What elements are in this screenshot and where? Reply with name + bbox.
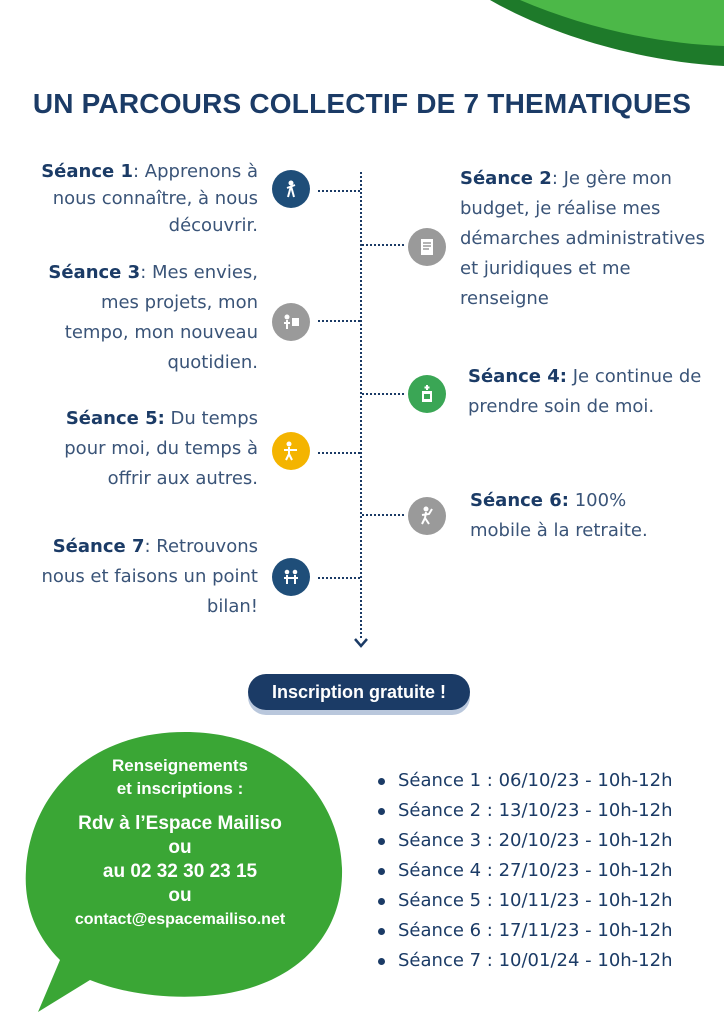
session-3-label: Séance 3 — [48, 262, 141, 283]
connector-1 — [318, 190, 360, 192]
session-5-label: Séance 5: — [65, 408, 165, 429]
session-4 — [468, 362, 708, 422]
page-title: UN PARCOURS COLLECTIF DE 7 THEMATIQUES — [32, 88, 692, 119]
connector-6 — [362, 514, 404, 516]
session-5-text: Du temps pour moi, du temps à offrir aux autres. — [64, 408, 258, 489]
session-6 — [470, 486, 690, 546]
contact-details — [45, 812, 315, 932]
calendar-person-icon — [272, 303, 310, 341]
session-6-text: 100% mobile à la retraite. — [470, 490, 648, 541]
schedule-item-3: Séance 3 : 20/10/23 - 10h-12h — [376, 826, 673, 856]
session-2-label: Séance 2 — [460, 168, 552, 189]
contact-heading — [45, 754, 315, 800]
session-2-text: : Je gère mon budget, je réalise mes démarches administratives et juridiques et me renseigne — [460, 168, 705, 309]
session-6-label: Séance 6: — [470, 490, 569, 511]
volunteer-icon — [272, 432, 310, 470]
session-4-label: Séance 4: — [468, 366, 567, 387]
walking-person-icon — [408, 497, 446, 535]
contact-or-1: ou — [168, 837, 192, 858]
connector-7 — [318, 577, 360, 579]
schedule-item-4: Séance 4 : 27/10/23 - 10h-12h — [376, 856, 673, 886]
schedule-item-1: Séance 1 : 06/10/23 - 10h-12h — [376, 766, 673, 796]
session-1-text: : Apprenons à nous connaître, à nous découvrir. — [52, 161, 258, 236]
session-5 — [40, 404, 258, 494]
schedule-item-2: Séance 2 : 13/10/23 - 10h-12h — [376, 796, 673, 826]
document-icon — [408, 228, 446, 266]
contact-phone: au 02 32 30 23 15 — [102, 861, 258, 882]
connector-4 — [362, 393, 404, 395]
contact-email: contact@espacemailiso.net — [74, 911, 286, 928]
contact-place: Rdv à l’Espace Mailiso — [78, 813, 282, 834]
schedule-item-6: Séance 6 : 17/11/23 - 10h-12h — [376, 916, 673, 946]
chevron-down-icon — [352, 636, 370, 650]
session-7-label: Séance 7 — [52, 536, 145, 557]
puzzle-person-icon — [272, 170, 310, 208]
contact-or-2: ou — [168, 885, 192, 906]
session-1 — [40, 158, 258, 239]
decorative-swoosh — [0, 0, 724, 80]
timeline-line — [360, 172, 362, 638]
contact-heading-line-1: Renseignements — [111, 756, 249, 775]
meeting-icon — [272, 558, 310, 596]
connector-2 — [362, 244, 404, 246]
schedule-list — [376, 766, 673, 976]
schedule-item-5: Séance 5 : 10/11/23 - 10h-12h — [376, 886, 673, 916]
contact-heading-line-2: et inscriptions : — [116, 779, 244, 798]
session-4-text: Je continue de prendre soin de moi. — [468, 366, 702, 417]
connector-5 — [318, 452, 360, 454]
session-7 — [40, 532, 258, 622]
connector-3 — [318, 320, 360, 322]
health-icon — [408, 375, 446, 413]
session-7-text: : Retrouvons nous et faisons un point bilan! — [41, 536, 258, 617]
session-3 — [40, 258, 258, 378]
session-1-label: Séance 1 — [41, 161, 133, 182]
schedule-item-7: Séance 7 : 10/01/24 - 10h-12h — [376, 946, 673, 976]
inscription-badge: Inscription gratuite ! — [248, 674, 470, 710]
session-2 — [460, 164, 715, 314]
session-3-text: : Mes envies, mes projets, mon tempo, mon nouveau quotidien. — [64, 262, 258, 373]
